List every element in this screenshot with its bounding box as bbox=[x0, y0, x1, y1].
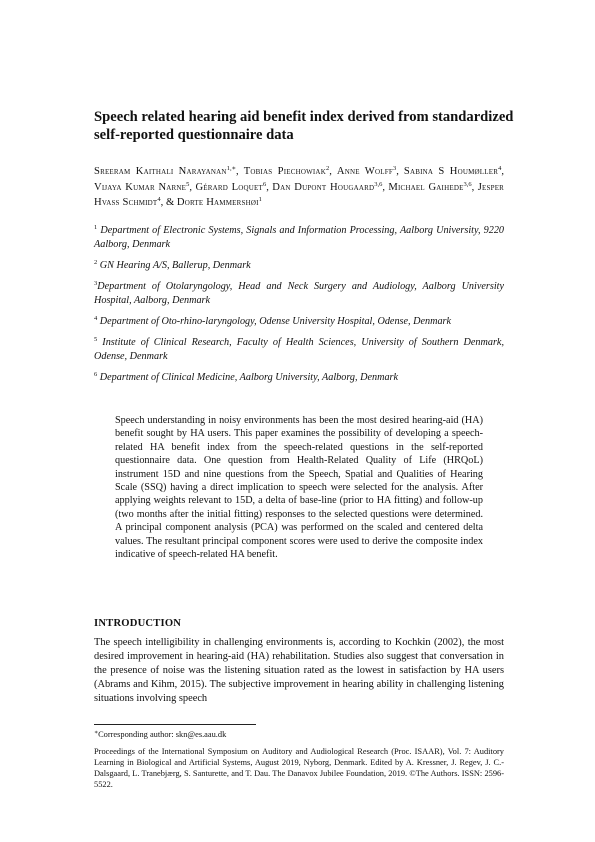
author: Vijaya Kumar Narne$^5$, bbox=[94, 180, 196, 193]
author: Anne Wolff$^3$, bbox=[336, 165, 404, 177]
author: Jesper Hvass Schmidt$^4$, & bbox=[94, 181, 505, 208]
affiliation: $^3$Department of Otolaryngology, Head and Neck Surgery and Audiology, Aalborg University Hospital, Aalborg, Denmark bbox=[94, 280, 504, 306]
author: Tobias Piechowiak$^2$, bbox=[243, 165, 337, 177]
author: Dan Dupont Hougaard$^{3,6}$, bbox=[272, 180, 389, 193]
proceedings-note: Proceedings of the International Symposium on Auditory and Audiological Research (Proc. ISAAR), Vol. 7: Auditory Learning in Biological and Artificial Systems, August 2019, Nyborg, Denmark. Edited by A. Kressner, J. Regev, J. C.-Dalsgaard, L. Tranebjærg, S. Santurette, and T. Dau. The Danavox Jubilee Foundation, 2019. ©The Authors. ISSN: 2596-5522. bbox=[94, 747, 504, 789]
author-list bbox=[94, 164, 504, 211]
author: Dorte Hammershøi$^1$ bbox=[176, 196, 262, 208]
author: Sabina S Houmøller$^4$, bbox=[403, 165, 504, 177]
affiliation: $^6$ Department of Clinical Medicine, Aalborg University, Aalborg, Denmark bbox=[94, 371, 399, 383]
abstract: Speech understanding in noisy environments has been the most desired hearing-aid (HA) benefit sought by HA users. This paper examines the possibility of developing a speech-related HA benefit index from the speech-related questions in the self-reported questionnaire data. One question from Health-Related Quality of Life (HRQoL) instrument 15D and nine questions from the Speech, Spatial and Qualities of Hearing Scale (SSQ) having a direct implication to speech were selected for the analysis. After applying weights relevant to 15D, a delta of base-line (prior to HA fitting) and follow-up (two months after the initial fitting) responses to the selected questions were determined. A principal component analysis (PCA) was performed on the scaled and centered delta values. The resultant principal component scores were used to derive the composite index indicative of speech-related HA benefit. bbox=[115, 415, 483, 561]
affiliation: $^5$ Institute of Clinical Research, Faculty of Health Sciences, University of Southern Denmark, Odense, Denmark bbox=[94, 336, 504, 362]
paper-title: Speech related hearing aid benefit index derived from standardized self-reported questionnaire data bbox=[94, 109, 514, 143]
affiliation-list bbox=[94, 224, 504, 392]
footnote: ∗Corresponding author: skn@es.aau.dk bbox=[94, 730, 227, 739]
affiliation: $^2$ GN Hearing A/S, Ballerup, Denmark bbox=[94, 259, 251, 271]
author: Gérard Loquet$^6$, bbox=[195, 180, 273, 193]
affiliation: $^4$ Department of Oto-rhino-laryngology, Odense University Hospital, Odense, Denmark bbox=[94, 315, 452, 327]
section-heading-introduction: INTRODUCTION bbox=[94, 618, 182, 629]
author: Sreeram Kaithali Narayanan$^{1,∗}$, bbox=[94, 165, 244, 177]
introduction-paragraph: The speech intelligibility in challenging environments is, according to Kochkin (2002), the most desired improvement in hearing-aid (HA) rehabilitation. Studies also suggest that conversation in the presence of noise was the listening situation rated as the lowest in satisfaction by HA users (Abrams and Kihm, 2015). The subjective improvement in hearing ability in challenging listening situations involving speech bbox=[94, 637, 504, 705]
footnote-rule bbox=[94, 724, 256, 725]
author: Michael Gaihede$^{3,6}$, bbox=[388, 180, 478, 193]
affiliation: $^1$ Department of Electronic Systems, Signals and Information Processing, Aalborg University, 9220 Aalborg, Denmark bbox=[94, 224, 505, 250]
